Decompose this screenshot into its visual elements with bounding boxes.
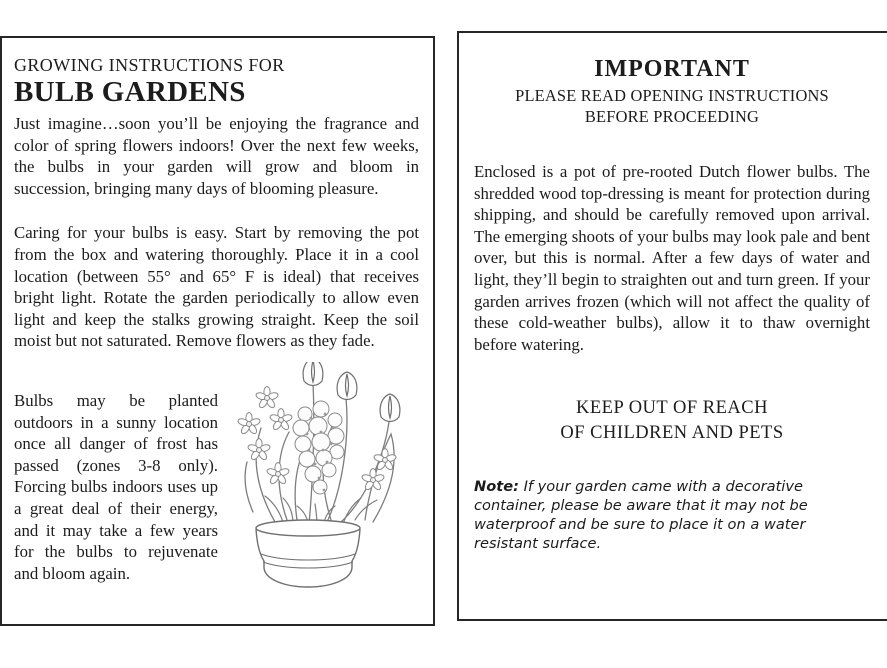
left-panel-kicker: GROWING INSTRUCTIONS FOR [14, 55, 285, 75]
note-label: Note: [474, 478, 519, 496]
left-bottom-row [14, 375, 419, 590]
left-paragraph-1: Just imagine…soon you’ll be enjoying the fragrance and color of spring flowers indoors! Over the next few weeks, the bulbs in your garden will grow and bloom in succession, bringing many days of blooming pleasure. [14, 114, 419, 198]
bulb-pot-illustration [223, 362, 419, 590]
bulb-pot-sketch-svg [223, 362, 419, 590]
right-panel-title: IMPORTANT [594, 56, 750, 82]
keep-out-warning-line2: OF CHILDREN AND PETS [560, 422, 784, 443]
container-note [474, 478, 870, 553]
right-panel-subtitle-line2: BEFORE PROCEEDING [584, 106, 760, 126]
right-paragraph: Enclosed is a pot of pre-rooted Dutch flower bulbs. The shredded wood top-dressing is meant for protection during shipping, and should be carefully removed upon arrival. The emerging shoots of your bulbs may look pale and bent over, but this is normal. After a few days of water and light, they’ll begin to straighten out and turn green. If your garden arrives frozen (which will not affect the quality of these cold-weather bulbs), allow it to thaw overnight before watering. [474, 162, 870, 354]
right-panel-subtitle-line1: PLEASE READ OPENING INSTRUCTIONS [515, 86, 829, 105]
keep-out-warning [474, 396, 870, 445]
keep-out-warning-line1: KEEP OUT OF REACH [576, 398, 768, 419]
left-paragraph-2: Caring for your bulbs is easy. Start by removing the pot from the box and watering thoroughly. Place it in a cool location (between 55° and 65° F is ideal) that receives bright light. Rotate the garden periodically to allow even light and keep the stalks growing straight. Keep the soil moist but not saturated. Remove flowers as they fade. [14, 223, 419, 351]
left-panel-title: BULB GARDENS [14, 76, 246, 108]
left-panel [0, 36, 435, 626]
note-text: If your garden came with a decorative container, please be aware that it may not be waterproof and be sure to place it on a water resistant surface. [474, 478, 808, 552]
right-panel [457, 31, 887, 621]
left-paragraph-3: Bulbs may be planted outdoors in a sunny location once all danger of frost has passed (zones 3-8 only). Forcing bulbs indoors uses up a great deal of their energy, and it may take a few years for the bulbs to rejuvenate and bloom again. [14, 390, 218, 583]
